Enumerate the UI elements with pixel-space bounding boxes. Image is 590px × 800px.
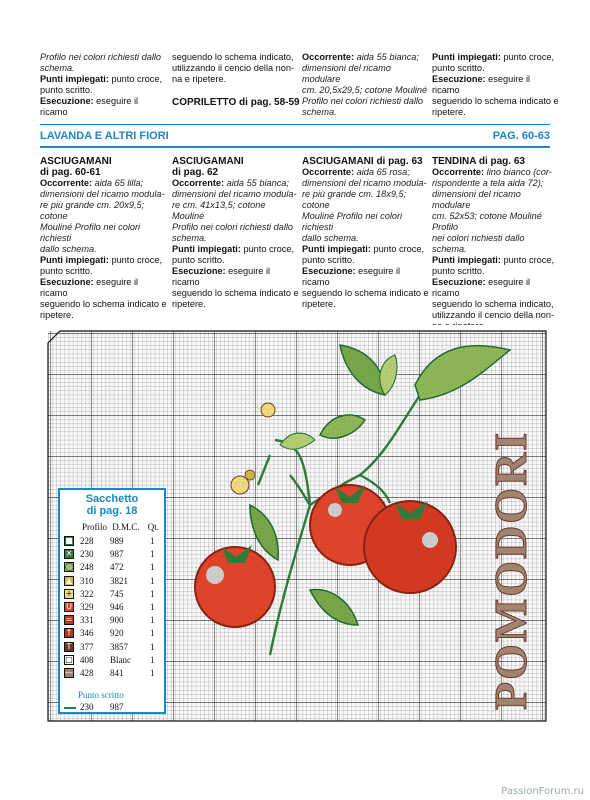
legend-row bbox=[64, 549, 164, 560]
text-line: punto scritto. bbox=[432, 266, 485, 276]
dmc-code: 900 bbox=[110, 615, 124, 626]
text-line: schema. bbox=[40, 63, 75, 73]
color-swatch-icon: ▲ bbox=[65, 575, 73, 585]
text: punto croce, bbox=[500, 52, 555, 62]
color-swatch-icon: T bbox=[64, 642, 74, 652]
ps-profilo: 230 bbox=[80, 702, 94, 712]
profilo-code: 228 bbox=[80, 536, 94, 546]
quantity: 1 bbox=[150, 628, 155, 639]
text-line: dimensioni del ricamo modulare bbox=[302, 63, 391, 84]
text-line: seguendo lo schema indicato e bbox=[432, 96, 559, 106]
section-title: LAVANDA E ALTRI FIORI bbox=[40, 130, 169, 142]
color-swatch-icon: — bbox=[65, 668, 73, 677]
profilo-code: 248 bbox=[80, 562, 94, 573]
esecuzione: Esecuzione: eseguire il ricamo bbox=[432, 277, 531, 298]
dmc-code: 946 bbox=[110, 602, 124, 612]
dmc-code: 920 bbox=[110, 628, 124, 639]
text-line: re più grande cm. 20x9,5; cotone bbox=[40, 200, 145, 221]
text-line: Profilo nei colori richiesti dallo bbox=[172, 222, 294, 232]
dmc-code: 987 bbox=[110, 549, 124, 560]
text-line: cm. 20,5x29,5; cotone Mouliné bbox=[302, 85, 428, 95]
label: Punti impiegati: bbox=[40, 74, 109, 84]
section-page: PAG. 60-63 bbox=[492, 130, 550, 142]
text: punto croce, bbox=[108, 74, 163, 84]
dmc-code: 841 bbox=[110, 668, 124, 678]
occorrente: Occorrente: lino bianco (cor- bbox=[432, 167, 552, 177]
quantity: 1 bbox=[150, 654, 155, 665]
header-dmc: D.M.C. bbox=[112, 522, 140, 532]
text-line: cm. 52x53; cotone Mouliné Profilo bbox=[432, 211, 542, 232]
legend-row bbox=[64, 655, 164, 666]
text-line: re più grande cm. 18x9,5; cotone bbox=[302, 189, 407, 210]
item-title: ASCIUGAMANI bbox=[40, 156, 112, 167]
item-title: TENDINA di pag. 63 bbox=[432, 156, 525, 167]
legend-row bbox=[64, 589, 164, 600]
section-rule-bottom bbox=[40, 146, 550, 148]
profilo-code: 310 bbox=[80, 575, 94, 586]
color-swatch-icon: ✕ bbox=[65, 549, 73, 559]
profilo-code: 408 bbox=[80, 654, 94, 665]
item-title: ASCIUGAMANI di pag. 63 bbox=[302, 156, 423, 167]
text-line: ripetere. bbox=[302, 299, 336, 309]
legend-row bbox=[64, 536, 164, 547]
text-line: ripetere. bbox=[172, 299, 206, 309]
legend-title: Sacchetto bbox=[85, 493, 139, 505]
header-profilo: Profilo bbox=[82, 522, 108, 532]
text-line: dallo schema. bbox=[40, 244, 97, 254]
item-title: ASCIUGAMANI bbox=[172, 156, 244, 167]
profilo-code: 322 bbox=[80, 588, 94, 599]
text-line: dimensioni del ricamo modula- bbox=[302, 178, 427, 188]
text-line: dimensioni del ricamo modula- bbox=[40, 189, 165, 199]
quantity: 1 bbox=[150, 562, 155, 573]
dmc-code: 3857 bbox=[110, 641, 128, 652]
text: eseguire il ricamo bbox=[432, 74, 531, 95]
top-col-4 bbox=[432, 52, 560, 118]
color-legend bbox=[58, 488, 166, 714]
label: Occorrente: bbox=[302, 52, 355, 62]
text-line: schema. bbox=[302, 107, 337, 117]
header-qt: Qt. bbox=[147, 522, 160, 532]
esecuzione: Esecuzione: eseguire il ricamo bbox=[302, 266, 401, 287]
profilo-code: 230 bbox=[80, 549, 94, 560]
quantity: 1 bbox=[150, 668, 155, 678]
occorrente: Occorrente: aida 65 lilla; bbox=[40, 178, 144, 188]
instruction-col-4 bbox=[432, 156, 560, 332]
color-swatch-icon: + bbox=[65, 588, 73, 598]
dmc-code: Blanc bbox=[110, 654, 131, 665]
legend-row bbox=[64, 576, 164, 587]
esecuzione: Esecuzione: eseguire il ricamo bbox=[40, 277, 139, 298]
text-line: punto scritto. bbox=[40, 85, 93, 95]
text-line: punto scritto. bbox=[172, 255, 225, 265]
occorrente: Occorrente: aida 65 rosa; bbox=[302, 167, 410, 177]
text-line: na e ripetere. bbox=[172, 74, 227, 84]
text-line: seguendo lo schema indicato, bbox=[172, 52, 294, 62]
copriletto-title: COPRILETTO di pag. 58-59 bbox=[172, 97, 300, 108]
profilo-code: 428 bbox=[80, 668, 94, 678]
label: Esecuzione: bbox=[432, 74, 486, 84]
text-line: punto scritto. bbox=[432, 63, 485, 73]
quantity: 1 bbox=[150, 602, 155, 612]
text-line: Mouliné Profilo nei colori richiesti bbox=[302, 211, 403, 232]
text-line: seguendo lo schema indicato e bbox=[302, 288, 429, 298]
text-line: Mouliné Profilo nei colori richiesti bbox=[40, 222, 141, 243]
legend-row bbox=[64, 642, 164, 653]
section-rule-top bbox=[40, 124, 550, 125]
quantity: 1 bbox=[150, 549, 155, 560]
top-col-2 bbox=[172, 52, 300, 108]
punto-scritto-label: Punto scritto bbox=[78, 690, 124, 700]
text-line: punto scritto. bbox=[40, 266, 93, 276]
text-line: seguendo lo schema indicato, bbox=[432, 299, 554, 309]
legend-subtitle: di pag. 18 bbox=[86, 505, 138, 517]
color-swatch-icon: = bbox=[65, 615, 73, 625]
text-line: Profilo nei colori richiesti dallo bbox=[40, 52, 162, 62]
watermark: PassionForum.ru bbox=[501, 786, 584, 797]
occorrente: Occorrente: aida 55 bianca; bbox=[172, 178, 289, 188]
text: eseguire il ricamo bbox=[40, 96, 139, 117]
dmc-code: 472 bbox=[110, 562, 124, 573]
punti: Punti impiegati: punto croce, bbox=[172, 244, 295, 254]
legend-row bbox=[64, 628, 164, 639]
color-swatch-icon: □ bbox=[65, 654, 73, 664]
color-swatch-icon: ↑ bbox=[65, 628, 73, 638]
legend-row bbox=[64, 562, 164, 573]
line-swatch-icon bbox=[64, 707, 76, 709]
punti: Punti impiegati: punto croce, bbox=[302, 244, 425, 254]
instruction-col-3 bbox=[302, 156, 430, 310]
label: Esecuzione: bbox=[40, 96, 94, 106]
text-line: utilizzando il cencio della non- bbox=[172, 63, 295, 73]
text-line: utilizzando il cencio della non- bbox=[432, 310, 555, 320]
text-line: rispondente a tela aida 72); bbox=[432, 178, 544, 188]
legend-header bbox=[82, 522, 159, 533]
profilo-code: 329 bbox=[80, 602, 94, 612]
text-line: Profilo nei colori richiesti dallo bbox=[302, 96, 424, 106]
color-swatch-icon: ■ bbox=[65, 536, 73, 545]
profilo-code: 331 bbox=[80, 615, 94, 626]
quantity: 1 bbox=[150, 615, 155, 626]
color-swatch-icon: ◯ bbox=[65, 562, 74, 572]
pattern-word: POMODORI bbox=[485, 430, 536, 710]
dmc-code: 3821 bbox=[110, 575, 128, 586]
quantity: 1 bbox=[150, 536, 155, 546]
text-line: re cm. 41x13,5; cotone Mouliné bbox=[172, 200, 266, 221]
text: aida 55 bianca; bbox=[354, 52, 419, 62]
legend-row bbox=[64, 602, 164, 613]
dmc-code: 989 bbox=[110, 536, 124, 546]
text-line: nei colori richiesti dallo schema. bbox=[432, 233, 525, 254]
quantity: 1 bbox=[150, 575, 155, 586]
quantity: 1 bbox=[150, 588, 155, 599]
legend-row bbox=[64, 668, 164, 679]
punti: Punti impiegati: punto croce, bbox=[40, 255, 163, 265]
ps-dmc: 987 bbox=[110, 702, 124, 712]
text-line: dimensioni del ricamo modula- bbox=[172, 189, 297, 199]
text-line: seguendo lo schema indicato e bbox=[172, 288, 299, 298]
profilo-code: 377 bbox=[80, 641, 94, 652]
color-swatch-icon: U bbox=[64, 602, 74, 612]
punto-scritto-row bbox=[64, 702, 164, 713]
dmc-code: 745 bbox=[110, 588, 124, 599]
text-line: schema. bbox=[172, 233, 207, 243]
text-line: dallo schema. bbox=[302, 233, 359, 243]
quantity: 1 bbox=[150, 641, 155, 652]
punti: Punti impiegati: punto croce, bbox=[432, 255, 555, 265]
text-line: seguendo lo schema indicato e bbox=[40, 299, 167, 309]
text-line: ripetere. bbox=[432, 107, 466, 117]
legend-row bbox=[64, 615, 164, 626]
top-col-3 bbox=[302, 52, 430, 118]
text-line: dimensioni del ricamo modulare bbox=[432, 189, 521, 210]
instruction-col-1 bbox=[40, 156, 168, 321]
instruction-col-2 bbox=[172, 156, 300, 310]
item-page: di pag. 62 bbox=[172, 167, 219, 178]
label: Punti impiegati: bbox=[432, 52, 501, 62]
profilo-code: 346 bbox=[80, 628, 94, 639]
text-line: punto scritto. bbox=[302, 255, 355, 265]
esecuzione: Esecuzione: eseguire il ricamo bbox=[172, 266, 271, 287]
text-line: ripetere. bbox=[40, 310, 74, 320]
top-col-1 bbox=[40, 52, 168, 118]
item-page: di pag. 60-61 bbox=[40, 167, 101, 178]
